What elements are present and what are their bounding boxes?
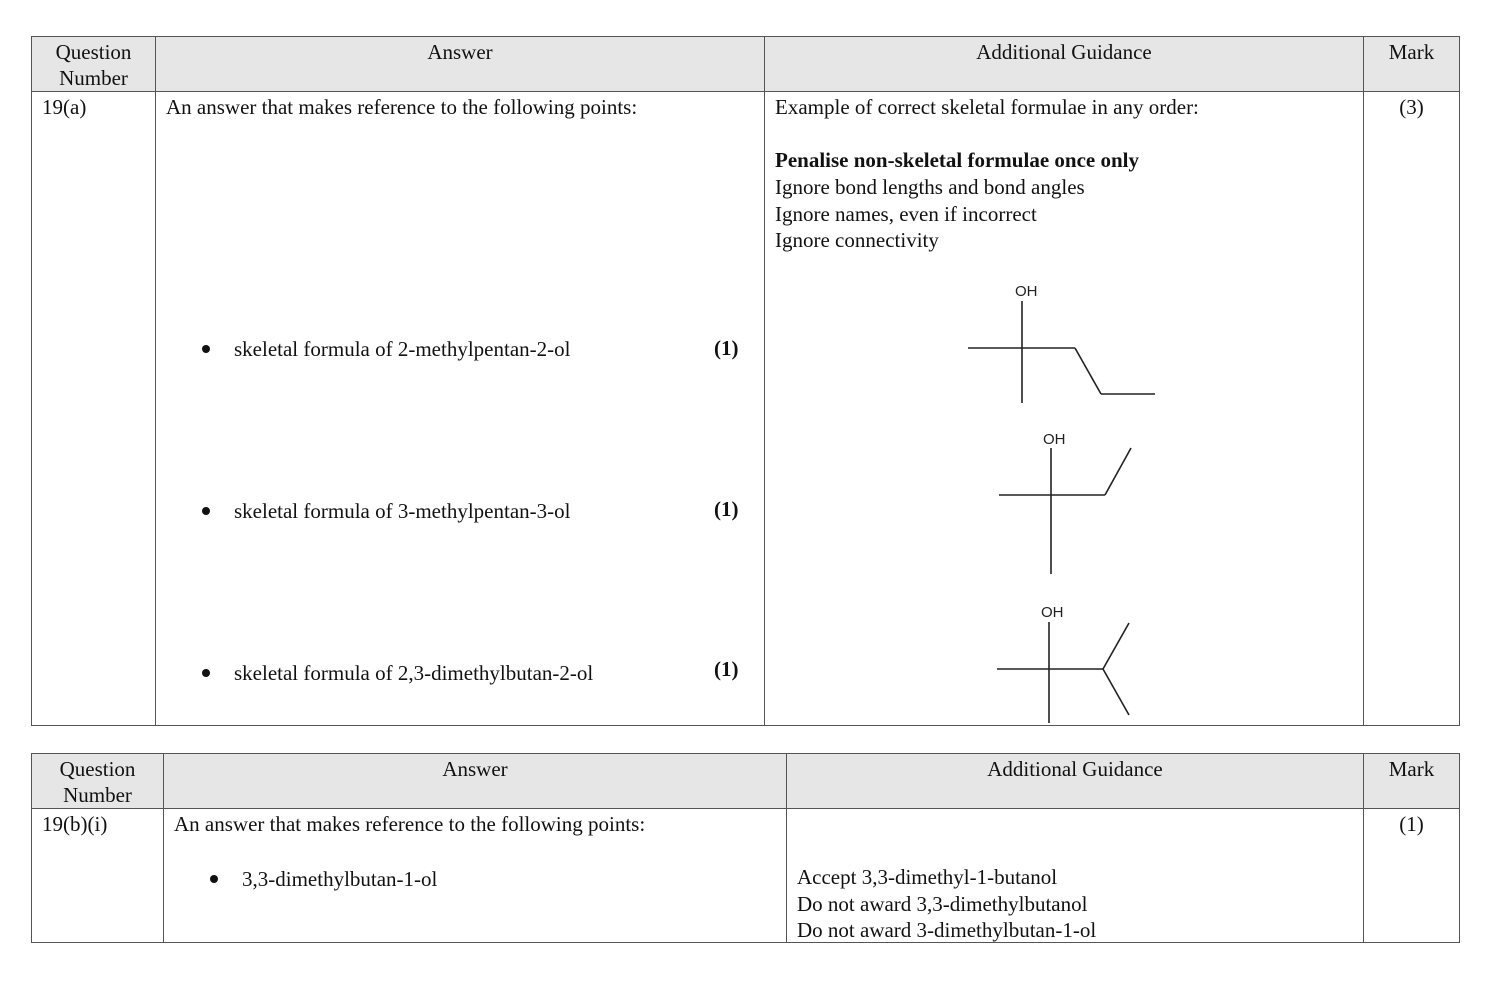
mark-scheme-table-19a [31, 36, 1460, 726]
bullet-icon [202, 507, 210, 515]
answer-point-text: 3,3-dimethylbutan-1-ol [242, 867, 438, 891]
question-number: 19(b)(i) [32, 809, 164, 943]
guidance-intro: Example of correct skeletal formulae in any order: [775, 95, 1199, 119]
question-number: 19(a) [32, 92, 156, 726]
oh-label: OH [1015, 283, 1038, 300]
guidance-cell [765, 92, 1364, 726]
guidance-line: Do not award 3,3-dimethylbutanol [797, 892, 1088, 916]
header-answer: Answer [156, 37, 765, 92]
answer-point-mark: (1) [714, 336, 739, 360]
oh-label: OH [1043, 431, 1066, 448]
header-additional-guidance: Additional Guidance [765, 37, 1364, 92]
answer-point-mark: (1) [714, 497, 739, 521]
structure-2,3-dimethylbutan-2-ol [995, 598, 1145, 726]
answer-intro: An answer that makes reference to the following points: [166, 95, 638, 119]
header-question-number: Question Number [32, 754, 164, 809]
answer-point-mark: (1) [714, 657, 739, 681]
header-mark: Mark [1364, 754, 1460, 809]
guidance-line: Do not award 3-dimethylbutan-1-ol [797, 918, 1097, 942]
answer-intro: An answer that makes reference to the following points: [174, 812, 646, 836]
structure-2-methylpentan-2-ol [960, 277, 1160, 407]
mark-cell: (1) [1364, 809, 1460, 943]
header-additional-guidance: Additional Guidance [787, 754, 1364, 809]
header-mark: Mark [1364, 37, 1460, 92]
guidance-line: Accept 3,3-dimethyl-1-butanol [797, 865, 1058, 889]
guidance-cell [787, 809, 1364, 943]
guidance-line: Ignore bond lengths and bond angles [775, 175, 1085, 199]
answer-point-text: skeletal formula of 2,3-dimethylbutan-2-ol [234, 661, 594, 685]
header-question-number: Question Number [32, 37, 156, 92]
guidance-penalise: Penalise non-skeletal formulae once only [775, 148, 1139, 172]
header-answer: Answer [164, 754, 787, 809]
answer-point-text: skeletal formula of 2-methylpentan-2-ol [234, 337, 571, 361]
guidance-line: Ignore connectivity [775, 228, 939, 252]
answer-point-text: skeletal formula of 3-methylpentan-3-ol [234, 499, 571, 523]
bullet-icon [202, 345, 210, 353]
answer-cell [156, 92, 765, 726]
bullet-icon [210, 875, 218, 883]
structure-3-methylpentan-3-ol [995, 424, 1145, 574]
oh-label: OH [1041, 604, 1064, 621]
mark-cell: (3) [1364, 92, 1460, 726]
mark-scheme-table-19bi [31, 753, 1460, 943]
answer-cell [164, 809, 787, 943]
guidance-line: Ignore names, even if incorrect [775, 202, 1037, 226]
bullet-icon [202, 669, 210, 677]
